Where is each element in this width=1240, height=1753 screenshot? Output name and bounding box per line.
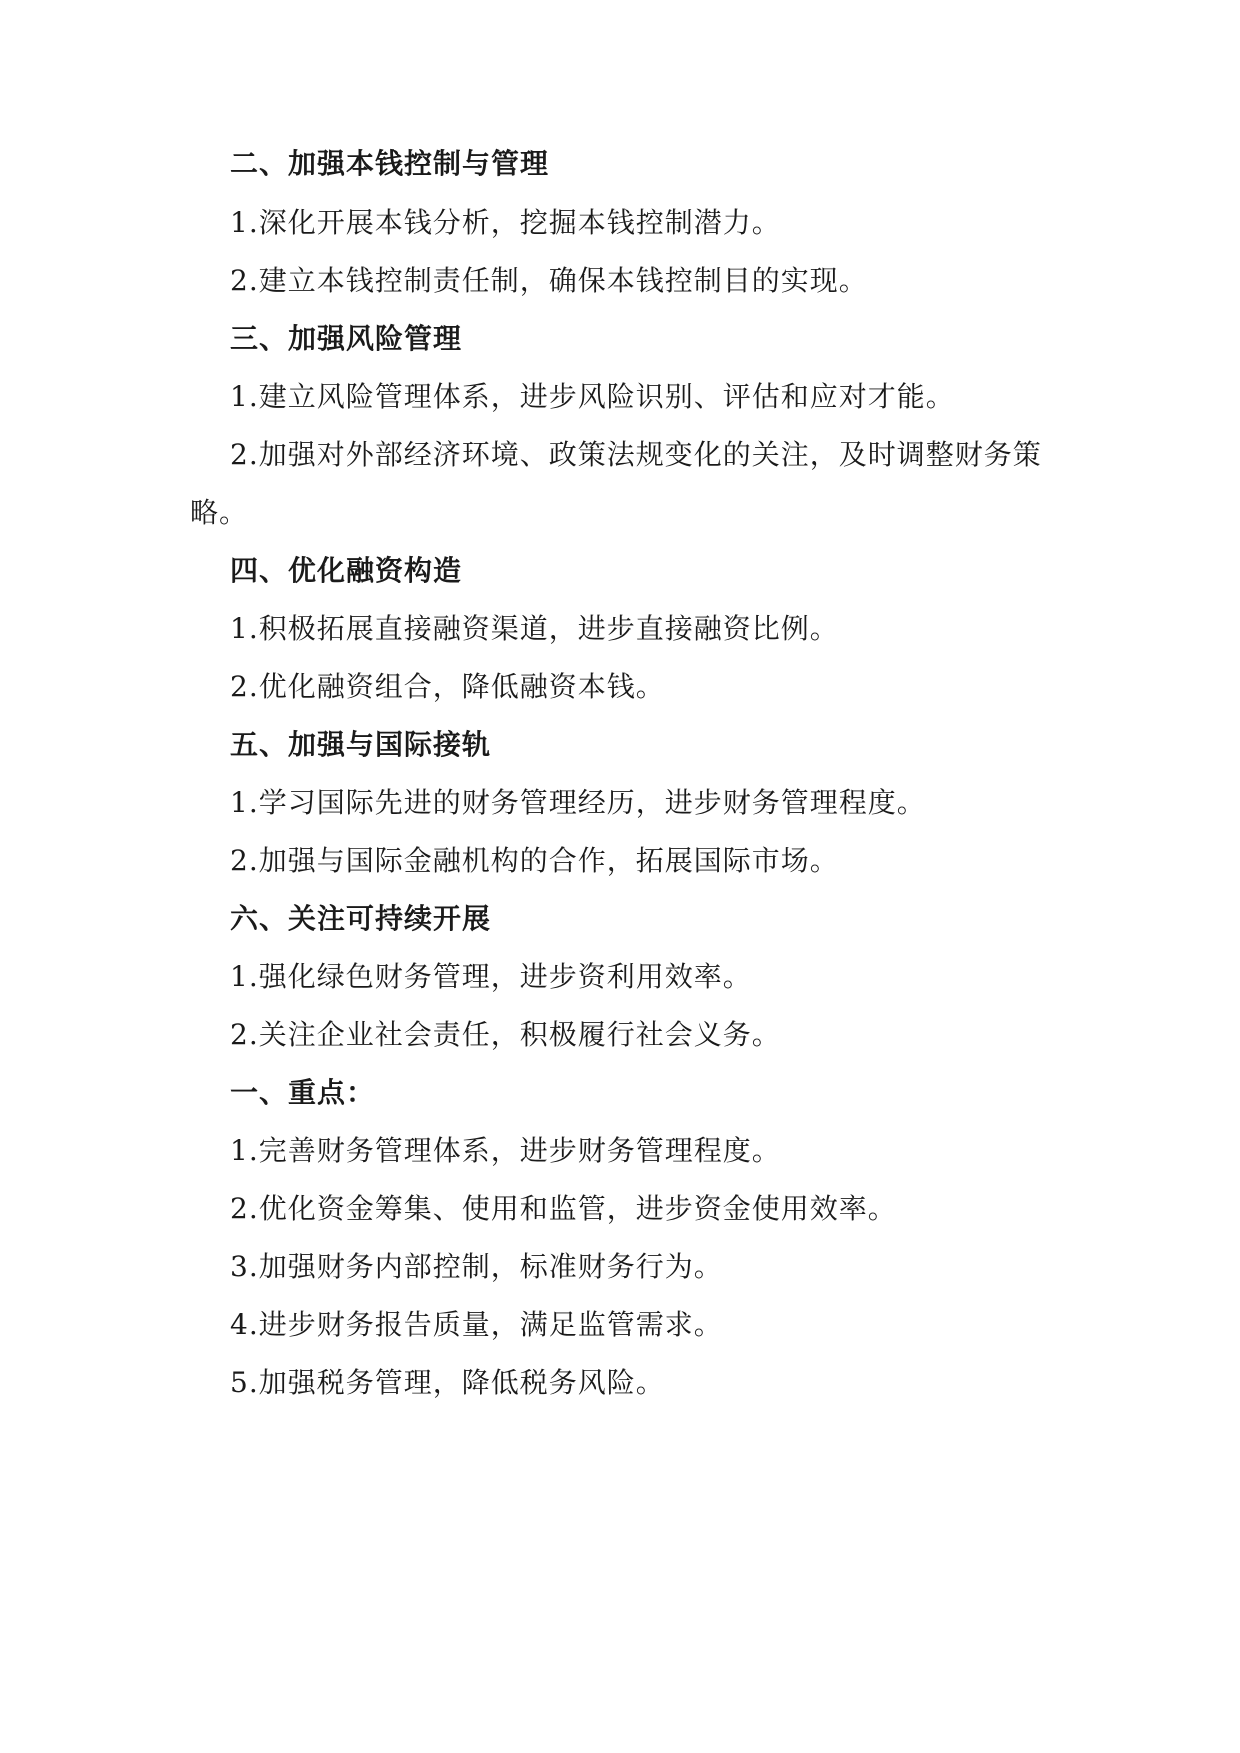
list-item: 4.进步财务报告质量，满足监管需求。 xyxy=(230,1308,723,1341)
list-item: 2.优化融资组合，降低融资本钱。 xyxy=(230,670,665,703)
list-item: 3.加强财务内部控制，标准财务行为。 xyxy=(230,1250,723,1283)
list-item: 2.建立本钱控制责任制，确保本钱控制目的实现。 xyxy=(230,264,868,297)
section-heading: 二、加强本钱控制与管理 xyxy=(230,147,550,180)
list-item: 1.学习国际先进的财务管理经历，进步财务管理程度。 xyxy=(230,786,926,819)
list-item: 1.强化绿色财务管理，进步资利用效率。 xyxy=(230,960,752,993)
section-heading: 四、优化融资构造 xyxy=(230,554,463,587)
list-item: 2.关注企业社会责任，积极履行社会义务。 xyxy=(230,1018,781,1051)
section-heading: 六、关注可持续开展 xyxy=(230,902,492,935)
section-heading: 五、加强与国际接轨 xyxy=(230,728,492,761)
list-item: 2.加强与国际金融机构的合作，拓展国际市场。 xyxy=(230,844,839,877)
list-item: 1.积极拓展直接融资渠道，进步直接融资比例。 xyxy=(230,612,839,645)
section-heading: 三、加强风险管理 xyxy=(230,322,463,355)
list-item: 1.深化开展本钱分析，挖掘本钱控制潜力。 xyxy=(230,206,781,239)
list-item: 5.加强税务管理，降低税务风险。 xyxy=(230,1366,665,1399)
section-heading: 一、重点： xyxy=(230,1076,376,1109)
list-item-continuation: 略。 xyxy=(190,496,249,529)
list-item: 1.建立风险管理体系，进步风险识别、评估和应对才能。 xyxy=(230,380,955,413)
list-item: 2.加强对外部经济环境、政策法规变化的关注，及时调整财务策 xyxy=(230,438,1042,471)
list-item: 1.完善财务管理体系，进步财务管理程度。 xyxy=(230,1134,781,1167)
list-item: 2.优化资金筹集、使用和监管，进步资金使用效率。 xyxy=(230,1192,897,1225)
